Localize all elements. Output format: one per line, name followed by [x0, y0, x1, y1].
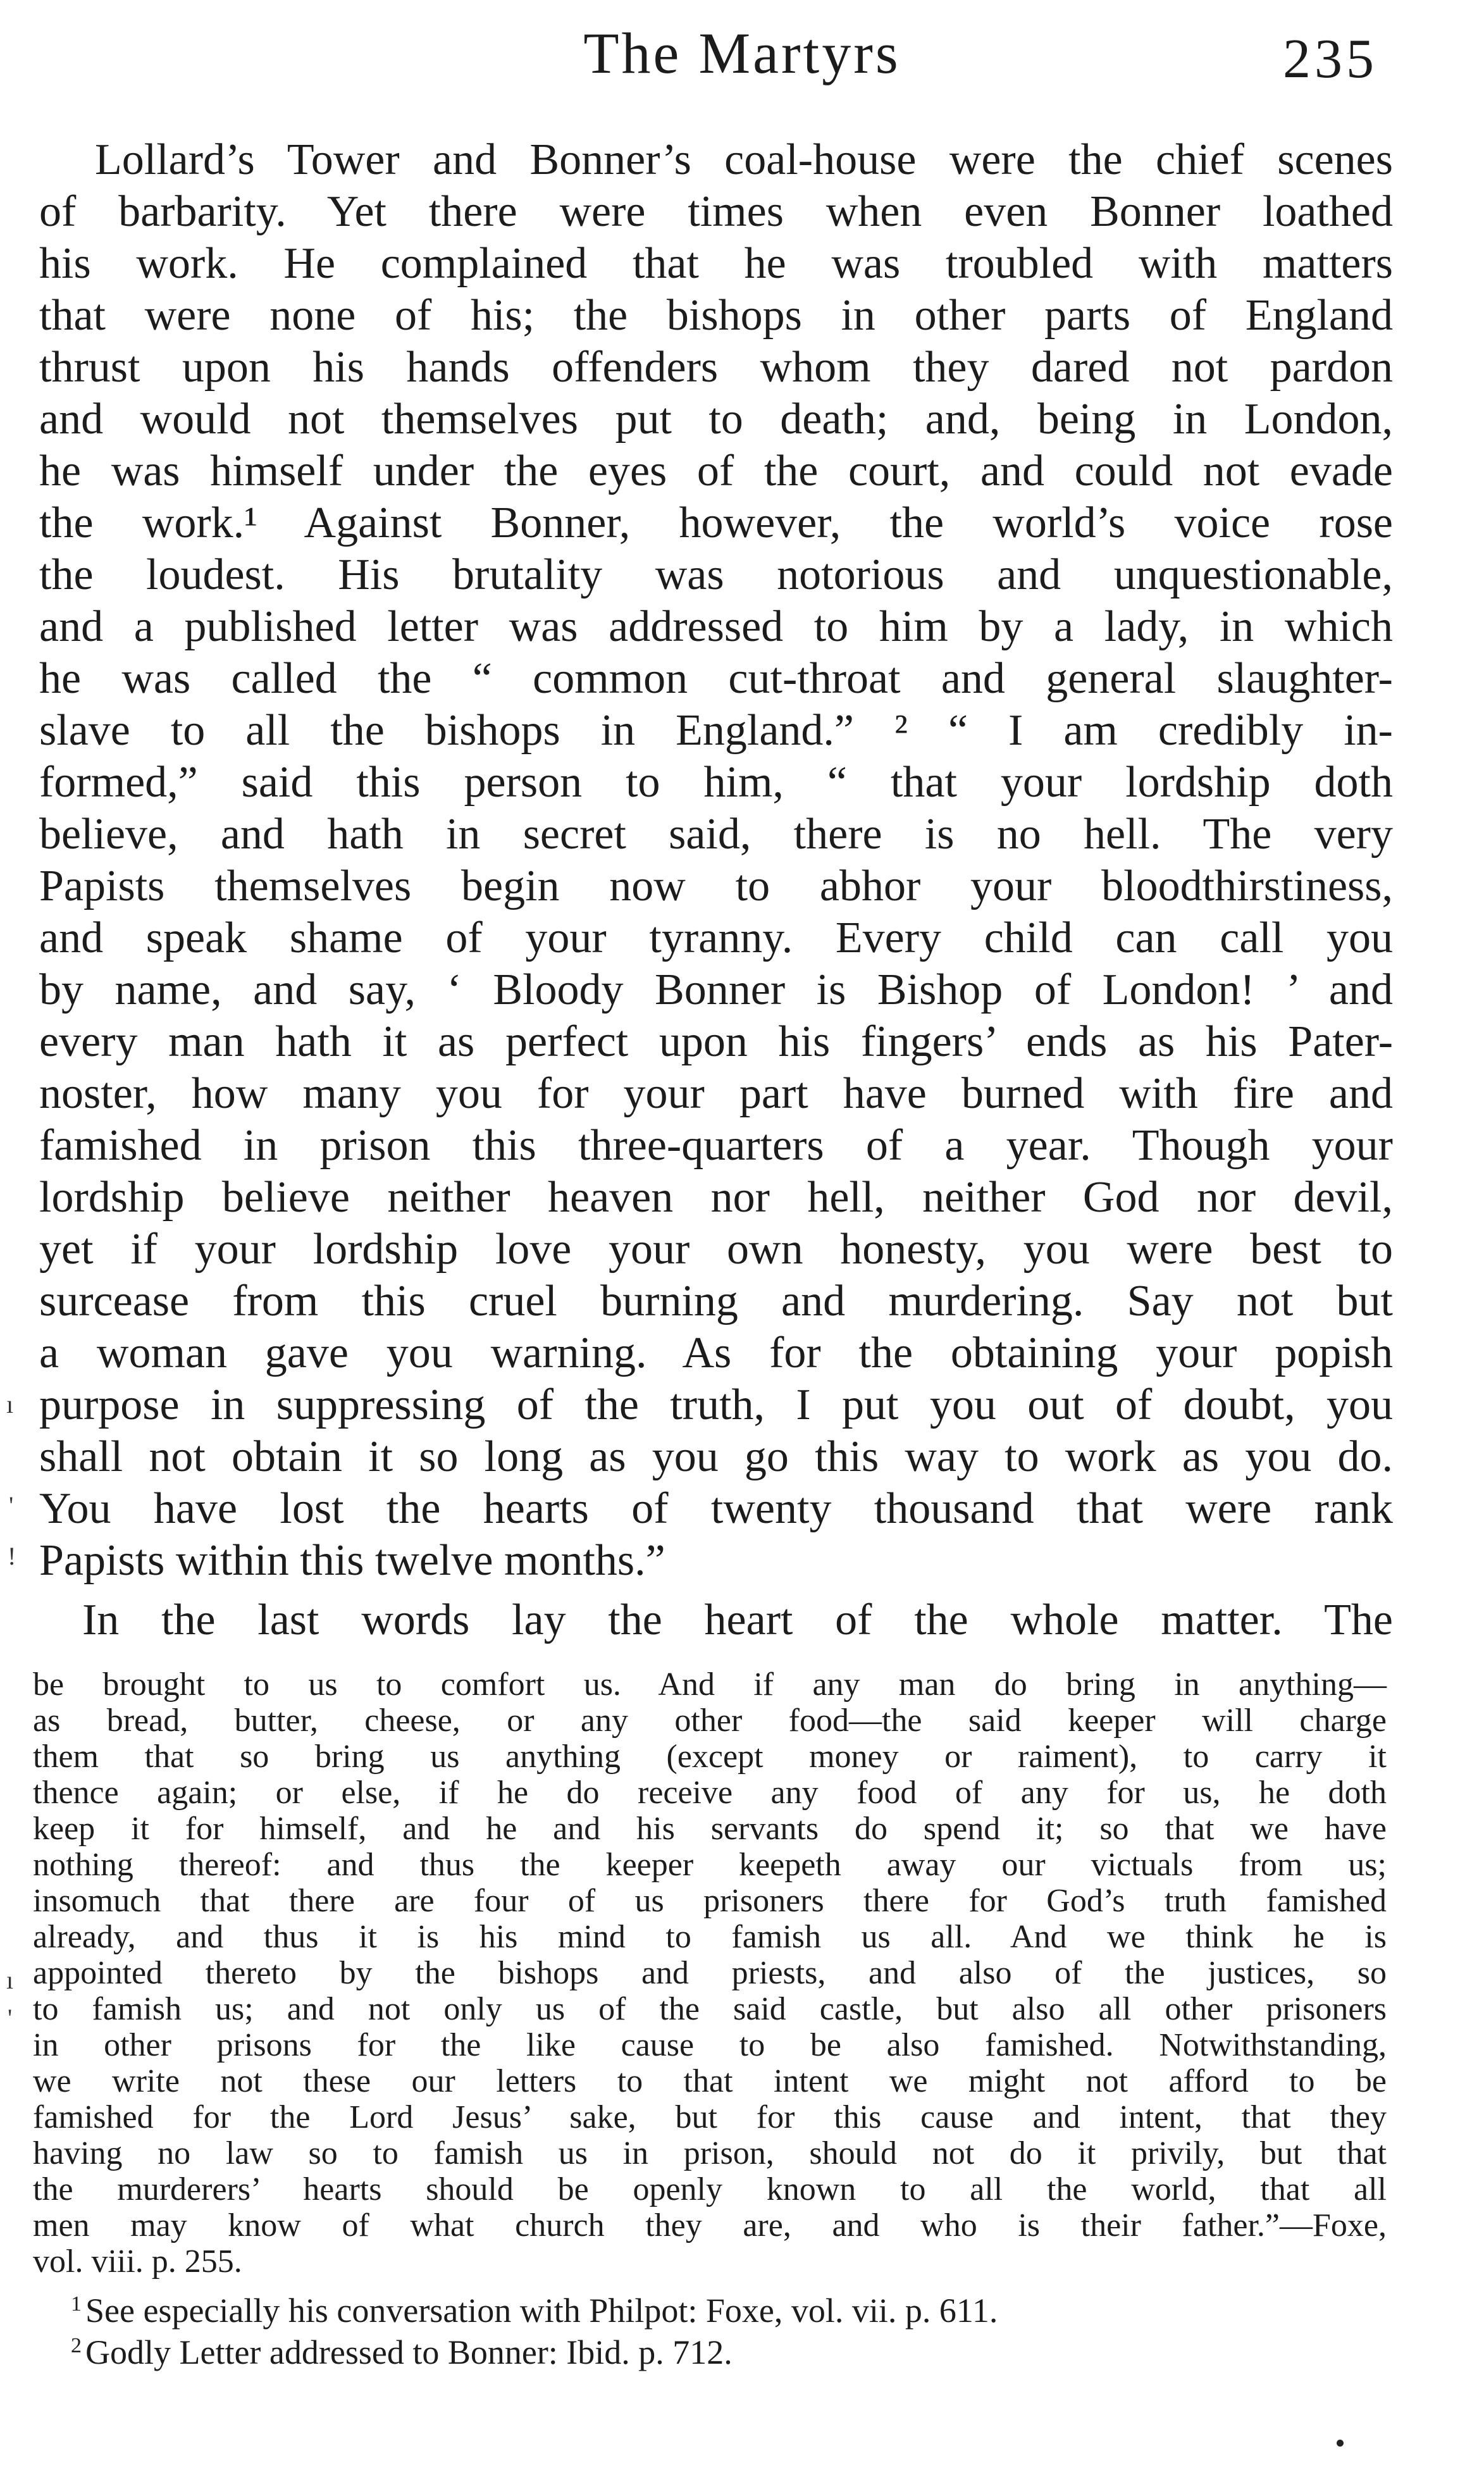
note-line: keep it for himself, and he and his servants do spend it; so that we have — [33, 1811, 1387, 1847]
stray-dot — [1337, 2440, 1344, 2447]
body-line: that were none of his; the bishops in other parts of England — [39, 291, 1393, 340]
note-line: insomuch that there are four of us prisoners there for God’s truth famished — [33, 1883, 1387, 1919]
note-line: already, and thus it is his mind to famish us all. And we think he is — [33, 1919, 1387, 1955]
body-line: noster, how many you for your part have burned with fire and — [39, 1069, 1393, 1118]
margin-mark: ! — [8, 1542, 16, 1570]
note-line: as bread, butter, cheese, or any other food—the said keeper will charge — [33, 1703, 1387, 1739]
body-line: of barbarity. Yet there were times when even Bonner loathed — [39, 187, 1393, 236]
body-line: he was himself under the eyes of the court, and could not evade — [39, 447, 1393, 495]
running-title: The Martyrs — [583, 21, 901, 85]
note-line: we write not these our letters to that intent we might not afford to be — [33, 2063, 1387, 2099]
footnote-text: See especially his conversation with Philpot: Foxe, vol. vii. p. 611. — [85, 2292, 998, 2330]
body-line: yet if your lordship love your own honesty, you were best to — [39, 1225, 1393, 1274]
body-line: and a published letter was addressed to him by a lady, in which — [39, 602, 1393, 651]
body-line: lordship believe neither heaven nor hell, neither God nor devil, — [39, 1173, 1393, 1222]
margin-mark: ı — [6, 1966, 14, 1994]
body-line: slave to all the bishops in England.” ² “ I am credibly in- — [39, 706, 1393, 755]
body-line: and would not themselves put to death; and, being in London, — [39, 395, 1393, 444]
body-line: Papists themselves begin now to abhor your bloodthirstiness, — [39, 862, 1393, 910]
note-line: thence again; or else, if he do receive any food of any for us, he doth — [33, 1775, 1387, 1811]
margin-mark: ' — [8, 2004, 13, 2032]
body-line: shall not obtain it so long as you go this way to work as you do. — [39, 1432, 1393, 1481]
page-number: 235 — [1283, 28, 1378, 90]
body-line: the work.¹ Against Bonner, however, the world’s voice rose — [39, 499, 1393, 547]
note-line: having no law so to famish us in prison, should not do it privily, but that — [33, 2135, 1387, 2171]
body-line: purpose in suppressing of the truth, I put you out of doubt, you — [39, 1381, 1393, 1429]
body-line: by name, and say, ‘ Bloody Bonner is Bishop of London! ’ and — [39, 965, 1393, 1014]
paragraph-start-line: In the last words lay the heart of the whole matter. The — [82, 1596, 1393, 1644]
body-line: the loudest. His brutality was notorious and unquestionable, — [39, 550, 1393, 599]
body-line: believe, and hath in secret said, there is no hell. The very — [39, 810, 1393, 859]
margin-mark: ı — [6, 1390, 14, 1418]
body-line: every man hath it as perfect upon his fingers’ ends as his Pater- — [39, 1017, 1393, 1066]
body-line: famished in prison this three-quarters of a year. Though your — [39, 1121, 1393, 1170]
margin-mark: ' — [9, 1491, 14, 1520]
note-line: appointed thereto by the bishops and priests, and also of the justices, so — [33, 1955, 1387, 1991]
note-line: famished for the Lord Jesus’ sake, but for this cause and intent, that they — [33, 2099, 1387, 2135]
note-line: to famish us; and not only us of the said castle, but also all other prisoners — [33, 1991, 1387, 2027]
footnote-mark: 2 — [71, 2334, 82, 2357]
body-line: Papists within this twelve months.” — [39, 1536, 665, 1585]
note-line: in other prisons for the like cause to be also famished. Notwithstanding, — [33, 2027, 1387, 2063]
body-line: Lollard’s Tower and Bonner’s coal-house were the chief scenes — [95, 135, 1393, 184]
body-line: and speak shame of your tyranny. Every child can call you — [39, 914, 1393, 962]
note-line: the murderers’ hearts should be openly known to all the world, that all — [33, 2171, 1387, 2207]
body-line: he was called the “ common cut-throat and general slaughter- — [39, 654, 1393, 703]
body-line: surcease from this cruel burning and murdering. Say not but — [39, 1277, 1393, 1325]
body-line: You have lost the hearts of twenty thousand that were rank — [39, 1484, 1393, 1533]
note-line: them that so bring us anything (except money or raiment), to carry it — [33, 1739, 1387, 1775]
footnote-mark: 1 — [71, 2292, 82, 2316]
footnote-1 — [71, 2284, 1336, 2330]
note-line: be brought to us to comfort us. And if any man do bring in anything— — [33, 1666, 1387, 1703]
note-line: men may know of what church they are, and who is their father.”—Foxe, — [33, 2207, 1387, 2243]
body-line: formed,” said this person to him, “ that your lordship doth — [39, 758, 1393, 807]
note-line: vol. viii. p. 255. — [33, 2243, 242, 2280]
body-line: a woman gave you warning. As for the obtaining your popish — [39, 1329, 1393, 1377]
footnote-2 — [71, 2326, 1336, 2371]
body-line: his work. He complained that he was troubled with matters — [39, 239, 1393, 288]
footnote-text: Godly Letter addressed to Bonner: Ibid. p. 712. — [85, 2333, 733, 2371]
note-line: nothing thereof: and thus the keeper keepeth away our victuals from us; — [33, 1847, 1387, 1883]
body-line: thrust upon his hands offenders whom they dared not pardon — [39, 343, 1393, 392]
